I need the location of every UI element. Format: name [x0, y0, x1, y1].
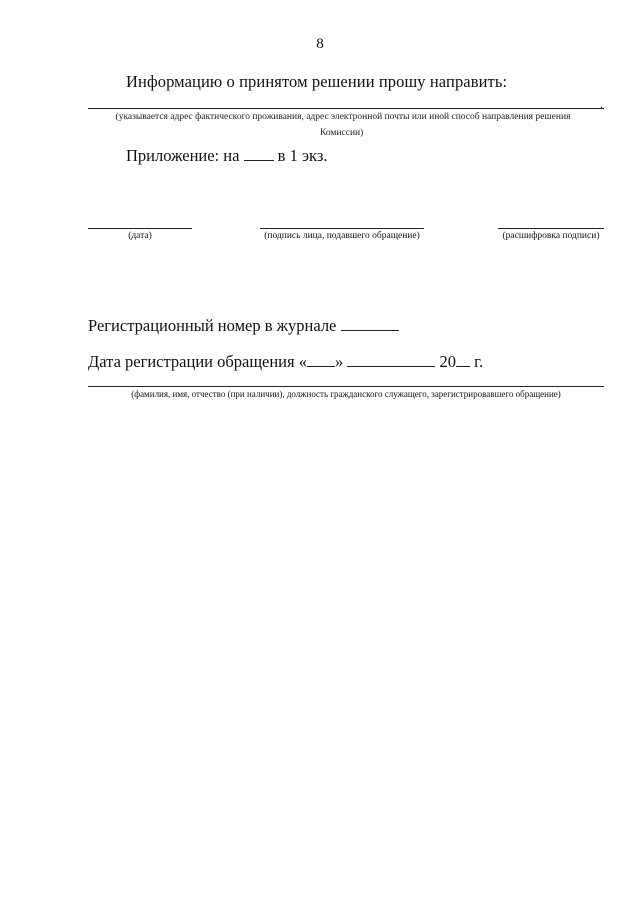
registration-number-line	[88, 316, 399, 336]
attachment-suffix: в 1 экз.	[277, 146, 328, 165]
attachment-pages-field[interactable]	[244, 146, 274, 161]
registration-month-field[interactable]	[347, 352, 435, 367]
attachment-prefix: Приложение: на	[126, 146, 240, 165]
signature-decoding-fill-line[interactable]	[498, 228, 604, 229]
registration-date-quote-close: »	[334, 352, 344, 371]
attachment-line	[126, 146, 328, 166]
signature-decoding-caption: (расшифровка подписи)	[502, 231, 600, 241]
registration-day-field[interactable]	[307, 352, 335, 367]
registration-year-field[interactable]	[456, 352, 470, 367]
registrar-fill-line[interactable]	[88, 386, 604, 387]
decision-delivery-request: Информацию о принятом решении прошу направить:	[126, 72, 508, 91]
registration-date-label: Дата регистрации обращения «	[88, 352, 307, 371]
signature-caption: (подпись лица, подавшего обращение)	[264, 231, 420, 241]
registration-year-prefix: 20	[439, 352, 456, 371]
address-fill-line[interactable]	[88, 108, 604, 109]
registrar-caption: (фамилия, имя, отчество (при наличии), должность гражданского служащего, зарегистрировавшего обращение)	[131, 389, 561, 399]
registration-number-label: Регистрационный номер в журнале	[88, 316, 337, 335]
address-hint-line1: (указывается адрес фактического проживания, адрес электронной почты или иной способ направления решения	[115, 112, 571, 122]
address-end-mark: .	[600, 97, 603, 111]
page-number: 8	[316, 36, 324, 52]
signature-fill-line[interactable]	[260, 228, 424, 229]
registration-year-suffix: г.	[474, 352, 484, 371]
registration-number-field[interactable]	[341, 316, 399, 331]
date-fill-line[interactable]	[88, 228, 192, 229]
address-hint-line2: Комиссии)	[320, 128, 364, 138]
date-caption: (дата)	[128, 231, 152, 241]
registration-date-line	[88, 352, 483, 372]
